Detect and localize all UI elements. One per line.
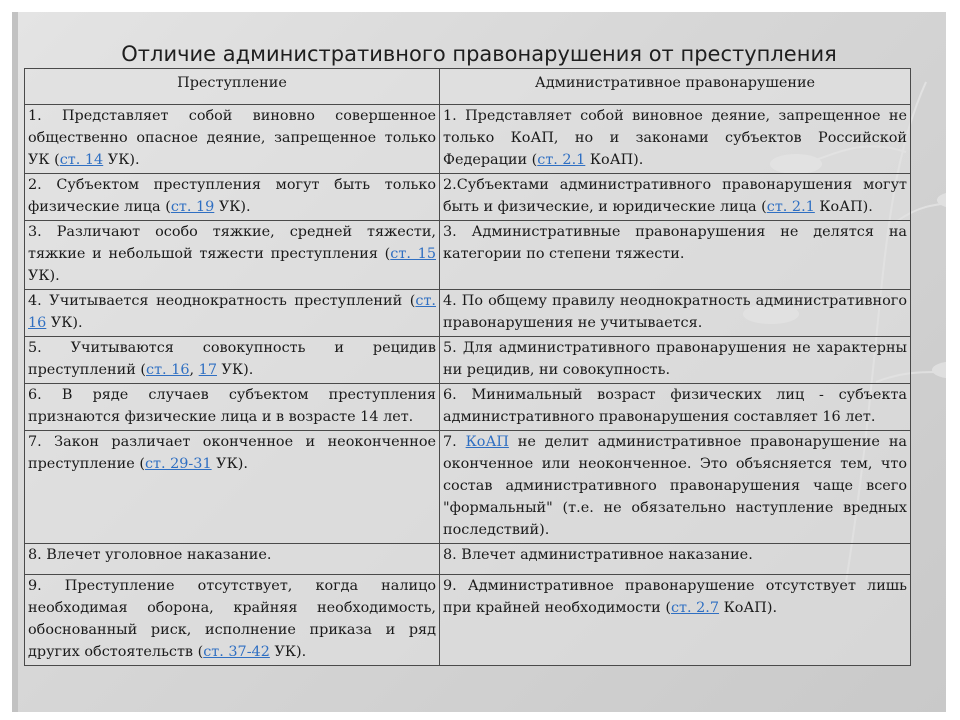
offense-cell-4: 4. По общему правилу неоднократность административного правонарушения не учитывается. xyxy=(440,290,911,337)
table-row xyxy=(25,544,911,575)
offense-cell-2: 2.Субъектами административного правонарушения могут быть и физические, и юридические лица (ст. 2.1 КоАП). xyxy=(440,174,911,221)
law-reference-link[interactable]: ст. 2.1 xyxy=(766,199,815,215)
crime-cell-8: 8. Влечет уголовное наказание. xyxy=(25,544,440,575)
offense-cell-6: 6. Минимальный возраст физических лиц - субъекта административного правонарушения составляет 16 лет. xyxy=(440,384,911,431)
law-reference-link[interactable]: ст. 29-31 xyxy=(144,456,212,472)
table-row xyxy=(25,384,911,431)
page-title: Отличие административного правонарушения от преступления xyxy=(121,42,837,66)
law-reference-link[interactable]: ст. 37-42 xyxy=(203,644,270,660)
law-reference-link[interactable]: ст. 16 xyxy=(146,362,190,378)
offense-cell-8: 8. Влечет административное наказание. xyxy=(440,544,911,575)
header-crime: Преступление xyxy=(25,69,440,105)
law-reference-link[interactable]: ст. 16 xyxy=(28,293,436,331)
law-reference-link[interactable]: ст. 14 xyxy=(59,152,104,168)
crime-cell-1: 1. Представляет собой виновно совершенное общественно опасное деяние, запрещенное только УК (ст. 14 УК). xyxy=(25,105,440,174)
crime-cell-2: 2. Субъектом преступления могут быть только физические лица (ст. 19 УК). xyxy=(25,174,440,221)
law-reference-link[interactable]: ст. 19 xyxy=(170,199,215,215)
law-reference-link[interactable]: ст. 2.1 xyxy=(537,152,586,168)
law-reference-link[interactable]: КоАП xyxy=(465,434,509,450)
offense-cell-5: 5. Для административного правонарушения не характерны ни рецидив, ни совокупность. xyxy=(440,337,911,384)
crime-cell-6: 6. В ряде случаев субъектом преступления признаются физические лица и в возрасте 14 лет. xyxy=(25,384,440,431)
law-reference-link[interactable]: ст. 15 xyxy=(390,246,436,262)
crime-cell-5: 5. Учитываются совокупность и рецидив преступлений (ст. 16, 17 УК). xyxy=(25,337,440,384)
law-reference-link[interactable]: 17 xyxy=(198,362,217,378)
comparison-table-container xyxy=(24,68,922,712)
table-row xyxy=(25,174,911,221)
offense-cell-3: 3. Административные правонарушения не делятся на категории по степени тяжести. xyxy=(440,221,911,290)
table-row xyxy=(25,337,911,384)
table-row xyxy=(25,575,911,666)
table-row xyxy=(25,221,911,290)
table-row xyxy=(25,431,911,544)
table-header-row xyxy=(25,69,911,105)
comparison-table xyxy=(24,68,911,666)
law-reference-link[interactable]: ст. 2.7 xyxy=(670,600,720,616)
table-row xyxy=(25,105,911,174)
header-administrative-offense: Административное правонарушение xyxy=(440,69,911,105)
crime-cell-9: 9. Преступление отсутствует, когда налицо необходимая оборона, крайняя необходимость, обоснованный риск, исполнение приказа и ряд других обстоятельств (ст. 37-42 УК). xyxy=(25,575,440,666)
offense-cell-1: 1. Представляет собой виновное деяние, запрещенное не только КоАП, но и законами субъектов Российской Федерации (ст. 2.1 КоАП). xyxy=(440,105,911,174)
offense-cell-9: 9. Административное правонарушение отсутствует лишь при крайней необходимости (ст. 2.7 КоАП). xyxy=(440,575,911,666)
crime-cell-4: 4. Учитывается неоднократность преступлений (ст. 16 УК). xyxy=(25,290,440,337)
slide xyxy=(12,12,946,712)
offense-cell-7: 7. КоАП не делит административное правонарушение на оконченное или неоконченное. Это объясняется тем, что состав административного правонарушения чаще всего "формальный" (т.е. не обязательно наступление вредных последствий). xyxy=(440,431,911,544)
crime-cell-3: 3. Различают особо тяжкие, средней тяжести, тяжкие и небольшой тяжести преступления (ст. 15 УК). xyxy=(25,221,440,290)
crime-cell-7: 7. Закон различает оконченное и неоконченное преступление (ст. 29-31 УК). xyxy=(25,431,440,544)
table-row xyxy=(25,290,911,337)
